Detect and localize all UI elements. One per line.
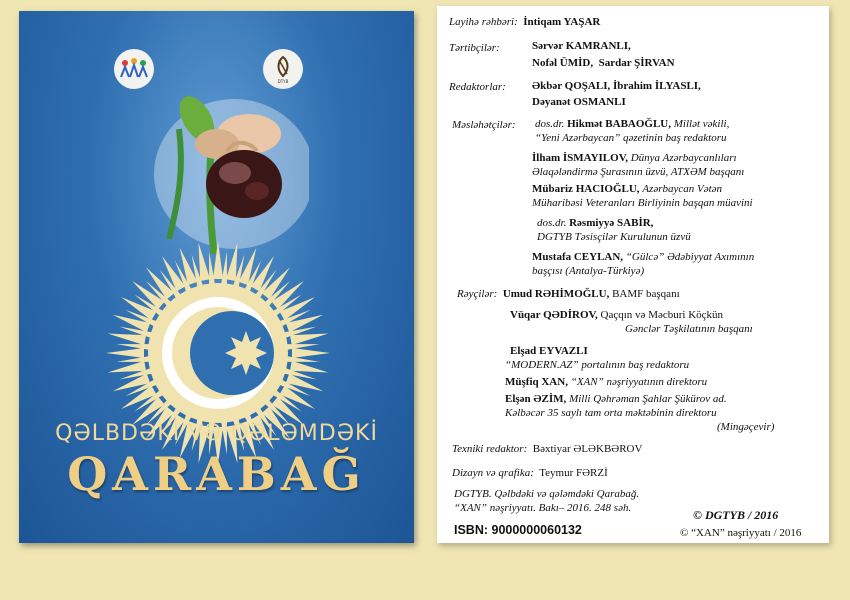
editors-label: Redaktorlar: (449, 81, 506, 93)
project-leader-label: Layihə rəhbəri: (449, 16, 518, 28)
reviewer-5-role: Kəlbəcər 35 saylı tam orta məktəbinin direktoru (505, 407, 717, 419)
reviewer-3-role: “MODERN.AZ” portalının baş redaktoru (505, 359, 690, 371)
reviewer-name: Vüqar QƏDİROV, (510, 309, 598, 321)
technical-editor-name: Bəxtiyar ƏLƏKBƏROV (532, 443, 643, 455)
reviewers-label: Rəyçilər: (457, 288, 498, 300)
advisor-name: İlham İSMAYILOV, (532, 152, 628, 164)
technical-editor-line (452, 443, 642, 455)
design-label: Dizayn və qrafika: (452, 467, 534, 479)
advisor-role: Millət vəkili, (673, 118, 730, 130)
organization-logo-icon (114, 49, 154, 89)
advisor-role: “Gülcə” Ədəbiyyat Axımının (625, 251, 755, 263)
publication-line-1: DGTYB. Qəlbdəki və qələmdəki Qarabağ. (454, 488, 640, 500)
advisor-3-role: Müharibəsi Veteranları Birliyinin başqan müavini (532, 197, 753, 209)
advisor-1 (535, 118, 729, 130)
advisor-prefix: dos.dr. (535, 118, 565, 130)
reviewer-5-city: (Mingəçevir) (717, 421, 775, 433)
project-leader-line (449, 16, 600, 28)
cover-subtitle: QƏLBDƏKİ VƏ QƏLƏMDƏKİ (55, 421, 378, 446)
book-cover (19, 11, 414, 543)
advisor-4 (537, 217, 653, 229)
reviewer-name: Elşən ƏZİM, (505, 393, 567, 405)
reviewer-2-role: Gənclər Təşkilatının başqanı (625, 323, 753, 335)
compilers-line-1: Sərvər KAMRANLI, (532, 40, 631, 52)
advisor-name: Mübariz HACIOĞLU, (532, 183, 640, 195)
dtyb-logo-icon (263, 49, 303, 89)
orchid-flower-illustration (139, 89, 309, 259)
copyright-xan: © “XAN” nəşriyyatı / 2016 (680, 527, 802, 539)
reviewer-name: Umud RƏHİMOĞLU, (502, 288, 610, 300)
reviewer-role: BAMF başqanı (612, 288, 680, 300)
advisor-2-role: Əlaqələndirmə Şurasının üzvü, ATXƏM başqanı (532, 166, 745, 178)
advisor-5-role: başçısı (Antalya-Türkiyə) (532, 265, 645, 277)
reviewer-5 (505, 393, 727, 405)
reviewer-role: “XAN” nəşriyyatının direktoru (570, 376, 708, 388)
copyright-dtyb: © DGTYB / 2016 (693, 508, 779, 522)
reviewer-2 (510, 309, 723, 321)
editors-line-1: Əkbər QOŞALI, İbrahim İLYASLI, (532, 80, 701, 92)
design-line (452, 467, 608, 479)
advisor-name: Mustafa CEYLAN, (532, 251, 624, 263)
reviewer-4 (505, 376, 707, 388)
advisor-4-role: DGTYB Təsisçilər Kurulunun üzvü (537, 231, 691, 243)
technical-editor-label: Texniki redaktor: (452, 443, 528, 455)
compiler-name: Sardar ŞİRVAN (598, 57, 675, 69)
designer-name: Teymur FƏRZİ (539, 467, 608, 479)
reviewer-3-name: Elşad EYVAZLI (510, 345, 588, 357)
compilers-label: Tərtibçilər: (449, 42, 500, 54)
cover-title: QARABAĞ (67, 447, 366, 501)
logo-lettering: DTYB (277, 79, 289, 84)
advisor-role: Azərbaycan Vətən (642, 183, 723, 195)
reviewer-1 (457, 288, 680, 300)
advisor-name: Hikmət BABAOĞLU, (567, 118, 671, 130)
editors-line-2: Dəyanət OSMANLI (532, 96, 626, 108)
reviewer-role: Qaçqın və Məcburi Köçkün (600, 309, 724, 321)
publication-line-2: “XAN” nəşriyyatı. Bakı– 2016. 248 səh. (454, 502, 632, 514)
advisor-1-role: “Yeni Azərbaycan” qəzetinin baş redaktoru (535, 132, 727, 144)
compiler-name: Nofəl ÜMİD, (532, 57, 594, 69)
advisor-prefix: dos.dr. (537, 217, 567, 229)
advisor-role: Dünya Azərbaycanlıları (630, 152, 737, 164)
reviewer-role: Milli Qəhrəman Şahlar Şükürov ad. (569, 393, 727, 405)
advisor-name: Rəsmiyyə SABİR, (569, 217, 654, 229)
reviewer-name: Müşfiq XAN, (505, 376, 568, 388)
compilers-line-2 (532, 57, 675, 69)
advisor-3 (532, 183, 722, 195)
advisors-label: Məsləhətçilər: (452, 119, 516, 131)
advisor-2 (532, 152, 737, 164)
project-leader-name: İntiqam YAŞAR (523, 16, 601, 28)
advisor-5 (532, 251, 754, 263)
credits-page (437, 6, 829, 543)
isbn: ISBN: 9000000060132 (454, 523, 582, 537)
